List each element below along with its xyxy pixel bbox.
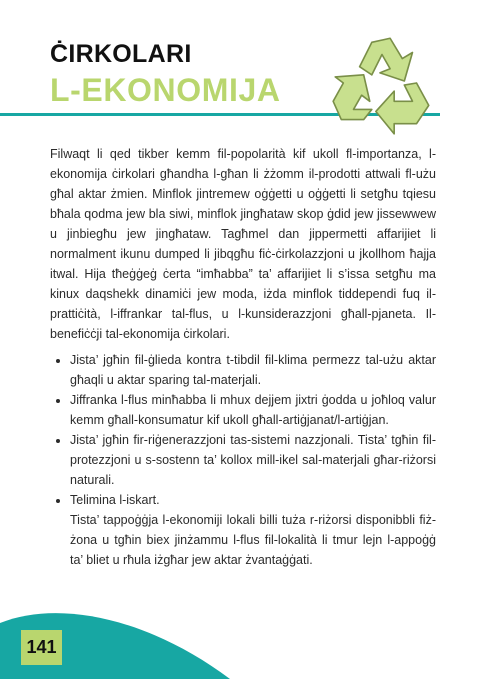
main-text — [50, 144, 436, 570]
benefits-list — [50, 350, 436, 570]
title-line-1: ĊIRKOLARI — [50, 40, 192, 68]
intro-paragraph: Filwaqt li qed tikber kemm fil-popolarità kif ukoll fl-importanza, l-ekonomija ċirkolari għandha l-għan li żżomm il-prodotti attwali fl-użu għal aktar żmien. Minflok jintremew oġġetti u oġġetti li setgħu tqiesu bħala qodma jew bla siwi, minflok jingħataw skop ġdid jew jissewwew u jinbiegħu jew jingħataw. Tagħmel dan jippermetti affarijiet li normalment ikunu dumped li jibqgħu fiċ-ċirkolazzjoni u jkollhom ħajja itwal. Hija tħeġġeġ ċerta “imħabba” ta’ affarijiet li s’issa setgħu ma kinux daqshekk dinamiċi jew moda, iżda minflok tiddependi fuq il-prattiċità, l-iffrankar tal-flus, u l-kunsiderazzjoni għall-pjaneta. Il-benefiċċji tal-ekonomija ċirkolari. — [50, 147, 436, 341]
recycle-icon — [323, 22, 445, 144]
page-number-badge — [21, 630, 62, 665]
list-item: • Jiffranka l-flus minħabba li mhux dejjem jixtri ġodda u joħloq valur kemm għall-konsumatur kif ukoll għall-artiġjanat/l-artiġjan. — [70, 390, 436, 430]
list-item: • Telimina l-iskart. Tista’ tappoġġja l-ekonomiji lokali billi tuża r-riżorsi disponibbli fiż-żona u tgħin biex jinżammu l-flus fil-lokalità li tmur lejn l-appoġġ ta’ bliet u rħula iżgħar jew aktar żvantaġġati. — [70, 490, 436, 570]
list-item: • Jista’ jgħin fil-ġlieda kontra t-tibdil fil-klima permezz tal-użu aktar għaqli u aktar sparing tal-materjali. — [70, 350, 436, 390]
title-line-2: L-EKONOMIJA — [50, 72, 281, 108]
page-number: 141 — [26, 637, 57, 657]
list-item: • Jista’ jgħin fir-riġenerazzjoni tas-sistemi nazzjonali. Tista’ tgħin fil-protezzjoni u s-sostenn ta’ kollox mill-ikel sal-materjali għar-riżorsi naturali. — [70, 430, 436, 490]
